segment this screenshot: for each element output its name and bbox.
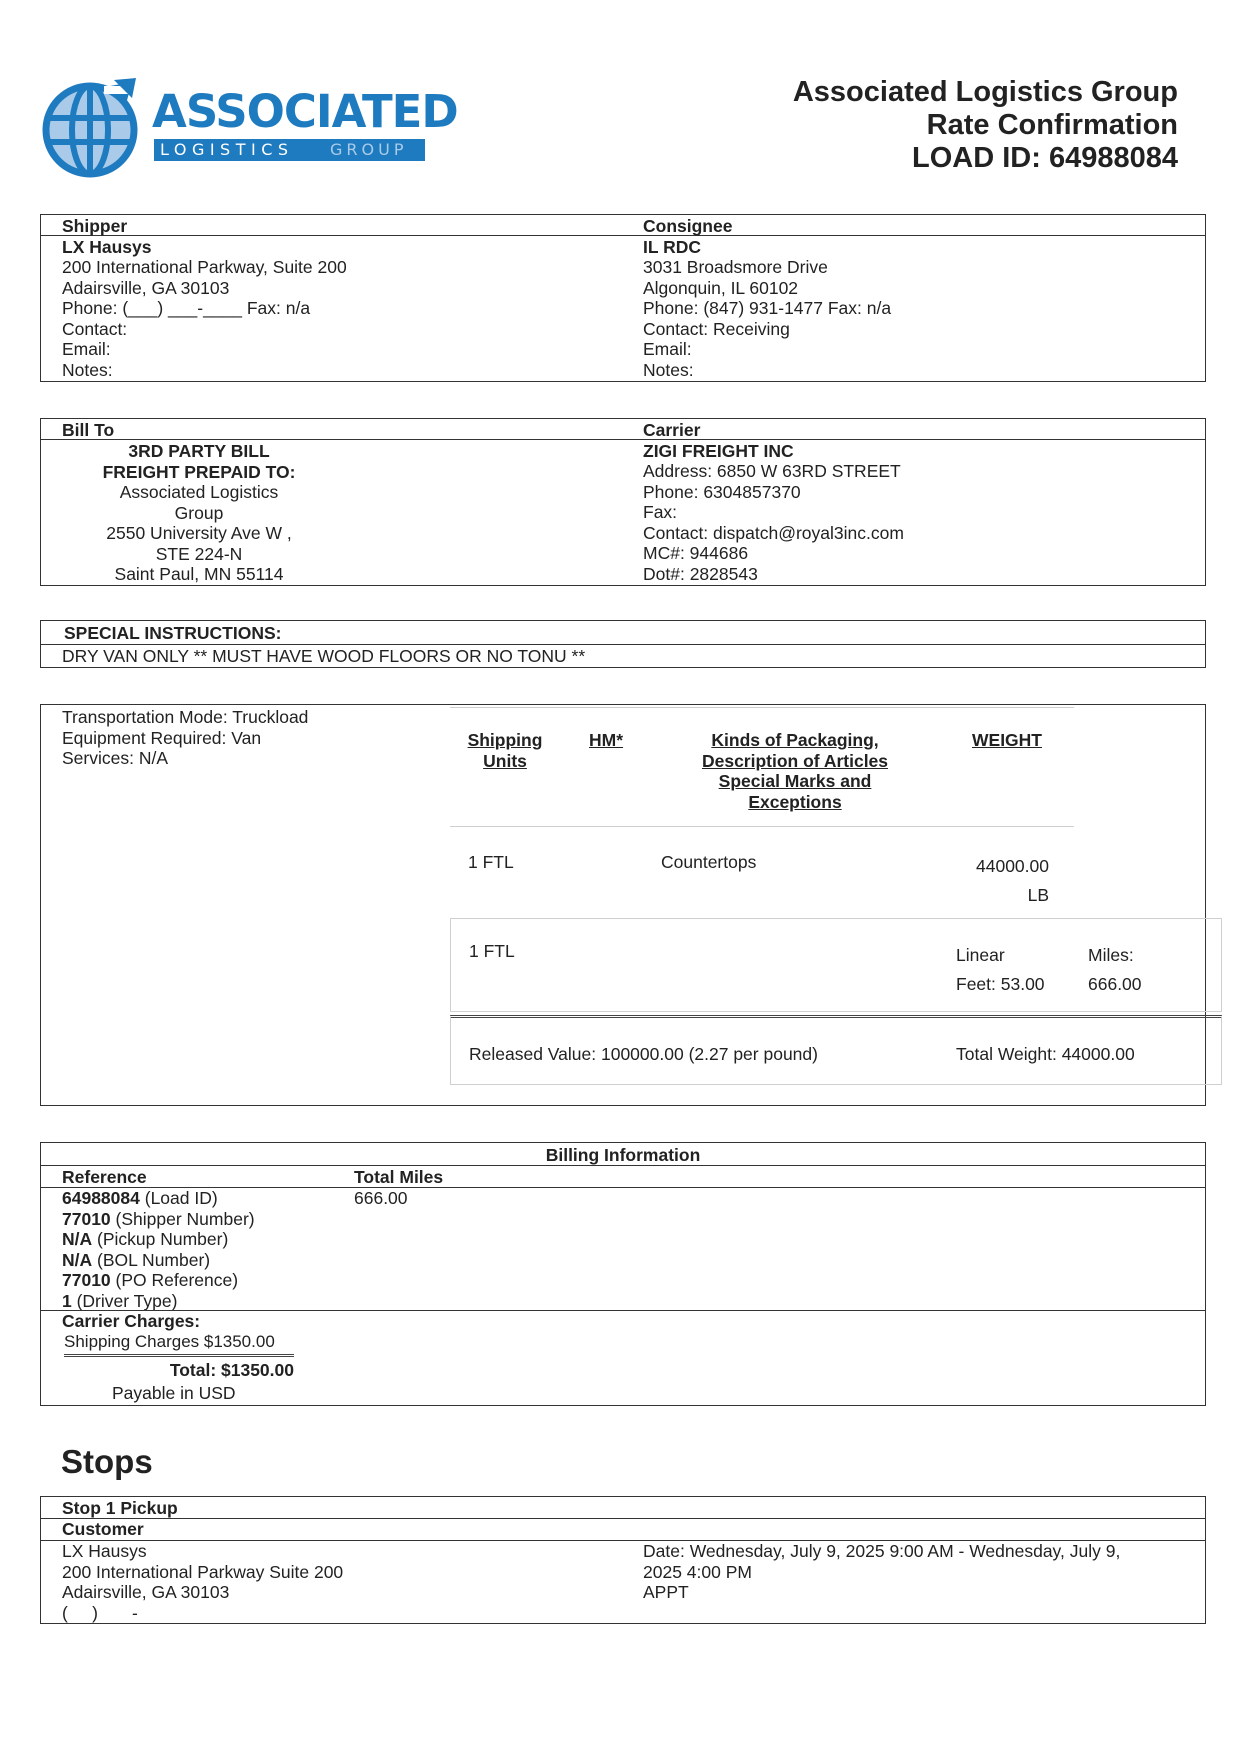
released-value: Released Value: 100000.00 (2.27 per pound)	[469, 1044, 818, 1064]
equipment-required: Equipment Required: Van	[62, 727, 262, 748]
total-miles-value: 666.00	[354, 1188, 408, 1208]
stop-1-box	[40, 1496, 1206, 1624]
header-hm: HM*	[589, 730, 624, 750]
carrier-section	[643, 420, 904, 584]
miles-label: Miles:	[1088, 945, 1134, 965]
divider	[41, 644, 1205, 645]
globe-arrow-icon	[40, 78, 144, 180]
payable-currency: Payable in USD	[112, 1383, 236, 1403]
services: Services: N/A	[62, 748, 168, 768]
special-instructions-box	[40, 620, 1206, 668]
shipper-contact: Contact:	[62, 318, 128, 339]
reference-value: N/A	[62, 1229, 93, 1249]
shipper-phone: Phone: (___) ___-____ Fax: n/a	[62, 298, 311, 318]
divider	[41, 1518, 1205, 1519]
stop-1-title: Stop 1 Pickup	[62, 1498, 178, 1518]
consignee-email: Email:	[643, 339, 692, 359]
reference-item	[62, 1250, 255, 1271]
transportation-mode: Transportation Mode: Truckload	[62, 707, 309, 727]
billto-line4: Group	[174, 502, 224, 523]
consignee-name: IL RDC	[643, 236, 702, 257]
carrier-dot: Dot#: 2828543	[643, 563, 758, 584]
carrier-fax: Fax:	[643, 502, 678, 522]
stop-customer-address1: 200 International Parkway Suite 200	[62, 1561, 344, 1582]
billto-line6: STE 224-N	[155, 543, 243, 564]
row2-miles	[1088, 941, 1142, 999]
reference-value: 77010	[62, 1208, 111, 1229]
special-instructions-label: SPECIAL INSTRUCTIONS:	[64, 623, 282, 643]
logo-main-text: ASSOCIATED	[152, 85, 458, 138]
linear-feet-value: Feet: 53.00	[956, 974, 1045, 994]
reference-desc: (PO Reference)	[110, 1270, 239, 1290]
reference-desc: (Driver Type)	[71, 1290, 178, 1311]
document-title: Rate Confirmation	[926, 109, 1178, 141]
company-logo	[40, 78, 458, 180]
billto-line2: FREIGHT PREPAID TO:	[102, 461, 296, 482]
header-shipping-units-line1: Shipping	[467, 730, 543, 750]
billto-line5: 2550 University Ave W ,	[106, 523, 292, 543]
header-description-line4: Exceptions	[748, 791, 842, 812]
reference-desc: (Shipper Number)	[110, 1208, 255, 1229]
billto-line7: Saint Paul, MN 55114	[114, 564, 284, 584]
stop-date-line1: Date: Wednesday, July 9, 2025 9:00 AM - Wednesday, July 9,	[643, 1541, 1121, 1561]
header-description	[675, 730, 915, 812]
consignee-address2: Algonquin, IL 60102	[643, 277, 799, 298]
commodity-table-header	[450, 707, 1074, 827]
miles-value: 666.00	[1088, 974, 1142, 994]
customer-label: Customer	[62, 1519, 144, 1539]
linear-feet-label: Linear	[956, 945, 1005, 965]
shipment-box	[40, 704, 1206, 1106]
reference-desc: (Pickup Number)	[92, 1229, 229, 1249]
stop-appointment: APPT	[643, 1582, 689, 1602]
shipper-email: Email:	[62, 339, 111, 359]
logo-sub-text-2: GROUP	[330, 140, 408, 159]
commodity-row	[450, 826, 1222, 919]
shipper-consignee-box	[40, 214, 1206, 382]
divider	[41, 439, 1205, 440]
billing-box	[40, 1142, 1206, 1406]
reference-item	[62, 1188, 255, 1209]
header-description-line3: Special Marks and	[718, 771, 872, 791]
carrier-charges-label: Carrier Charges:	[62, 1311, 201, 1331]
stop-customer-address2: Adairsville, GA 30103	[62, 1582, 230, 1602]
special-instructions-text: DRY VAN ONLY ** MUST HAVE WOOD FLOORS OR NO TONU **	[62, 646, 586, 666]
consignee-address1: 3031 Broadsmore Drive	[643, 257, 828, 277]
stop-customer	[62, 1541, 343, 1623]
reference-item	[62, 1229, 255, 1250]
row2-units: 1 FTL	[469, 941, 515, 961]
released-value-row	[450, 1015, 1222, 1085]
billto-label: Bill To	[62, 420, 115, 440]
shipper-address2: Adairsville, GA 30103	[62, 277, 230, 298]
document-header	[658, 76, 1178, 175]
shipment-info	[62, 707, 308, 769]
logo-sub-bar	[154, 139, 425, 161]
consignee-section	[643, 216, 891, 380]
shipper-address1: 200 International Parkway, Suite 200	[62, 257, 347, 277]
reference-desc: (BOL Number)	[92, 1249, 211, 1270]
reference-value: 64988084	[62, 1188, 140, 1208]
charges-total: Total: $1350.00	[169, 1360, 294, 1380]
carrier-label: Carrier	[643, 420, 701, 440]
reference-value: N/A	[62, 1249, 93, 1270]
shipper-section	[62, 216, 347, 380]
shipper-label: Shipper	[62, 216, 128, 236]
shipper-name: LX Hausys	[62, 236, 152, 257]
consignee-notes: Notes:	[643, 359, 694, 380]
carrier-mc: MC#: 944686	[643, 543, 749, 563]
company-name: Associated Logistics Group	[792, 76, 1178, 108]
billing-title: Billing Information	[545, 1145, 701, 1165]
carrier-name: ZIGI FREIGHT INC	[643, 440, 794, 461]
consignee-contact: Contact: Receiving	[643, 318, 790, 339]
carrier-phone: Phone: 6304857370	[643, 481, 801, 502]
total-weight: Total Weight: 44000.00	[956, 1044, 1135, 1064]
row1-units: 1 FTL	[468, 852, 514, 872]
reference-list	[62, 1188, 255, 1311]
divider	[41, 1310, 1205, 1311]
billing-col-total-miles: Total Miles	[354, 1167, 444, 1187]
reference-value: 1	[62, 1290, 72, 1311]
header-description-line2: Description of Articles	[701, 750, 889, 771]
reference-desc: (Load ID)	[139, 1188, 218, 1208]
consignee-label: Consignee	[643, 216, 733, 236]
linear-miles-row	[450, 918, 1222, 1012]
divider	[41, 1165, 1205, 1166]
header-shipping-units	[460, 730, 550, 772]
reference-item	[62, 1270, 255, 1291]
billto-carrier-box	[40, 418, 1206, 586]
carrier-address: Address: 6850 W 63RD STREET	[643, 461, 901, 481]
stop-date	[643, 1541, 1120, 1603]
consignee-phone: Phone: (847) 931-1477 Fax: n/a	[643, 298, 892, 318]
stop-customer-name: LX Hausys	[62, 1541, 147, 1561]
billing-col-reference: Reference	[62, 1167, 147, 1187]
stop-date-line2: 2025 4:00 PM	[643, 1561, 752, 1582]
row1-weight	[930, 852, 1049, 910]
logo-sub-text-1: LOGISTICS	[160, 140, 294, 159]
carrier-contact: Contact: dispatch@royal3inc.com	[643, 522, 904, 543]
billto-section	[81, 441, 317, 585]
header-shipping-units-line2: Units	[483, 751, 527, 771]
billto-line1: 3RD PARTY BILL	[128, 441, 270, 461]
row1-weight-value: 44000.00	[976, 856, 1049, 876]
row2-linear-feet	[956, 941, 1045, 999]
reference-item	[62, 1291, 255, 1312]
header-description-line1: Kinds of Packaging,	[711, 730, 879, 750]
header-weight: WEIGHT	[972, 730, 1042, 750]
shipper-notes: Notes:	[62, 359, 113, 380]
row1-description: Countertops	[661, 852, 757, 872]
stops-heading: Stops	[61, 1443, 153, 1480]
billto-line3: Associated Logistics	[119, 482, 279, 502]
row1-weight-unit: LB	[1027, 885, 1049, 905]
stop-customer-phone: ( ) -	[62, 1602, 138, 1623]
load-id: LOAD ID: 64988084	[912, 142, 1178, 174]
reference-value: 77010	[62, 1270, 111, 1290]
shipping-charges: Shipping Charges $1350.00	[64, 1332, 294, 1357]
reference-item	[62, 1209, 255, 1230]
